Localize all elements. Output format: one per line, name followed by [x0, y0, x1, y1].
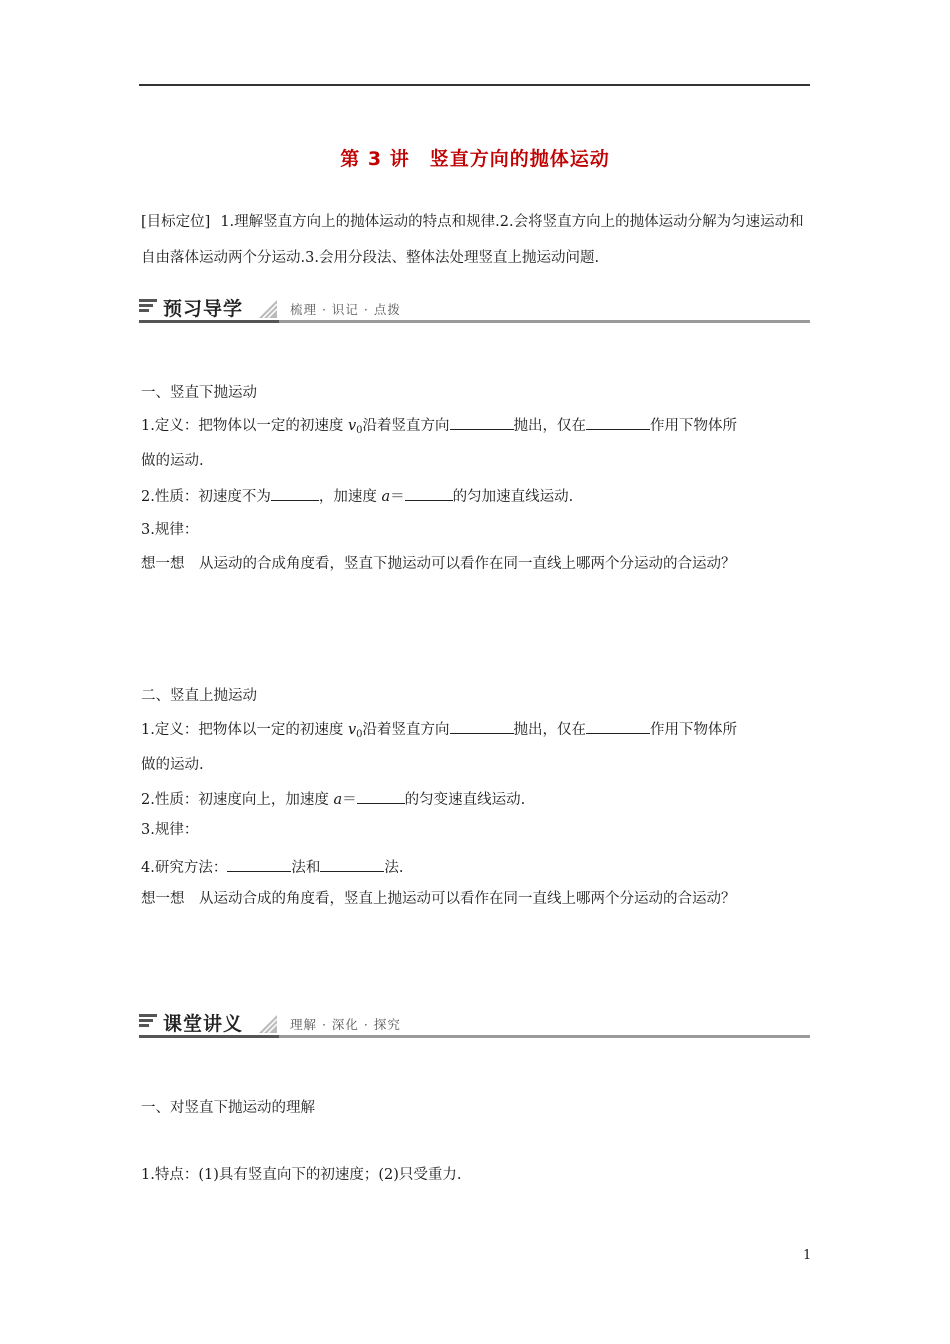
part2-heading: 二、竖直上抛运动 — [141, 688, 257, 704]
section-subtitle: 理解 · 深化 · 探究 — [290, 1017, 401, 1032]
fill-blank[interactable] — [450, 415, 514, 430]
part3-feature: 1.特点：(1)具有竖直向下的初速度；(2)只受重力. — [141, 1167, 462, 1183]
part2-method: 4.研究方法： 法和 法. — [141, 857, 403, 878]
part3-heading: 一、对竖直下抛运动的理解 — [141, 1100, 315, 1116]
fill-blank[interactable] — [405, 486, 453, 501]
objectives-text: 1.理解竖直方向上的抛体运动的特点和规律.2.会将竖直方向上的抛体运动分解为匀速运动和自由落体运动两个分运动.3.会用分段法、整体法处理竖直上抛运动问题. — [141, 214, 804, 266]
part1-think: 想一想 从运动的合成角度看，竖直下抛运动可以看作在同一直线上哪两个分运动的合运动？ — [141, 556, 736, 572]
fill-blank[interactable] — [320, 857, 384, 872]
corner-triangle-icon — [259, 300, 277, 318]
fill-blank[interactable] — [271, 486, 319, 501]
part2-property: 2.性质：初速度向上，加速度 a＝ 的匀变速直线运动. — [141, 789, 525, 810]
fill-blank[interactable] — [357, 789, 405, 804]
section-underline-accent — [139, 320, 279, 323]
objectives-tag: [目标定位] — [141, 214, 211, 230]
fill-blank[interactable] — [586, 415, 650, 430]
learning-objectives — [141, 204, 813, 276]
part1-definition-cont: 做的运动. — [141, 453, 204, 469]
corner-triangle-icon — [259, 1015, 277, 1033]
part1-law: 3.规律： — [141, 522, 199, 538]
page-number: 1 — [803, 1248, 812, 1263]
header-rule — [139, 84, 810, 86]
section-underline-accent — [139, 1035, 279, 1038]
part2-definition-cont: 做的运动. — [141, 757, 204, 773]
section-header-lecture — [139, 1011, 810, 1041]
part2-definition: 1.定义：把物体以一定的初速度 $v_0$沿着竖直方向 抛出，仅在 作用下物体所 — [141, 719, 737, 742]
section-title: 预习导学 — [163, 298, 244, 320]
section-title: 课堂讲义 — [163, 1013, 244, 1035]
page-title: 第 3 讲 竖直方向的抛体运动 — [340, 148, 610, 170]
part2-law: 3.规律： — [141, 822, 199, 838]
section-subtitle: 梳理 · 识记 · 点拨 — [290, 302, 401, 317]
section-header-preview — [139, 296, 810, 326]
part1-property: 2.性质：初速度不为 ，加速度 a＝ 的匀加速直线运动. — [141, 486, 573, 507]
stripes-icon — [139, 299, 157, 317]
fill-blank[interactable] — [227, 857, 291, 872]
part1-heading: 一、竖直下抛运动 — [141, 385, 257, 401]
part2-think: 想一想 从运动合成的角度看，竖直上抛运动可以看作在同一直线上哪两个分运动的合运动？ — [141, 891, 736, 907]
part1-definition: 1.定义：把物体以一定的初速度 $v_0$沿着竖直方向 抛出，仅在 作用下物体所 — [141, 415, 737, 438]
stripes-icon — [139, 1014, 157, 1032]
fill-blank[interactable] — [586, 719, 650, 734]
fill-blank[interactable] — [450, 719, 514, 734]
